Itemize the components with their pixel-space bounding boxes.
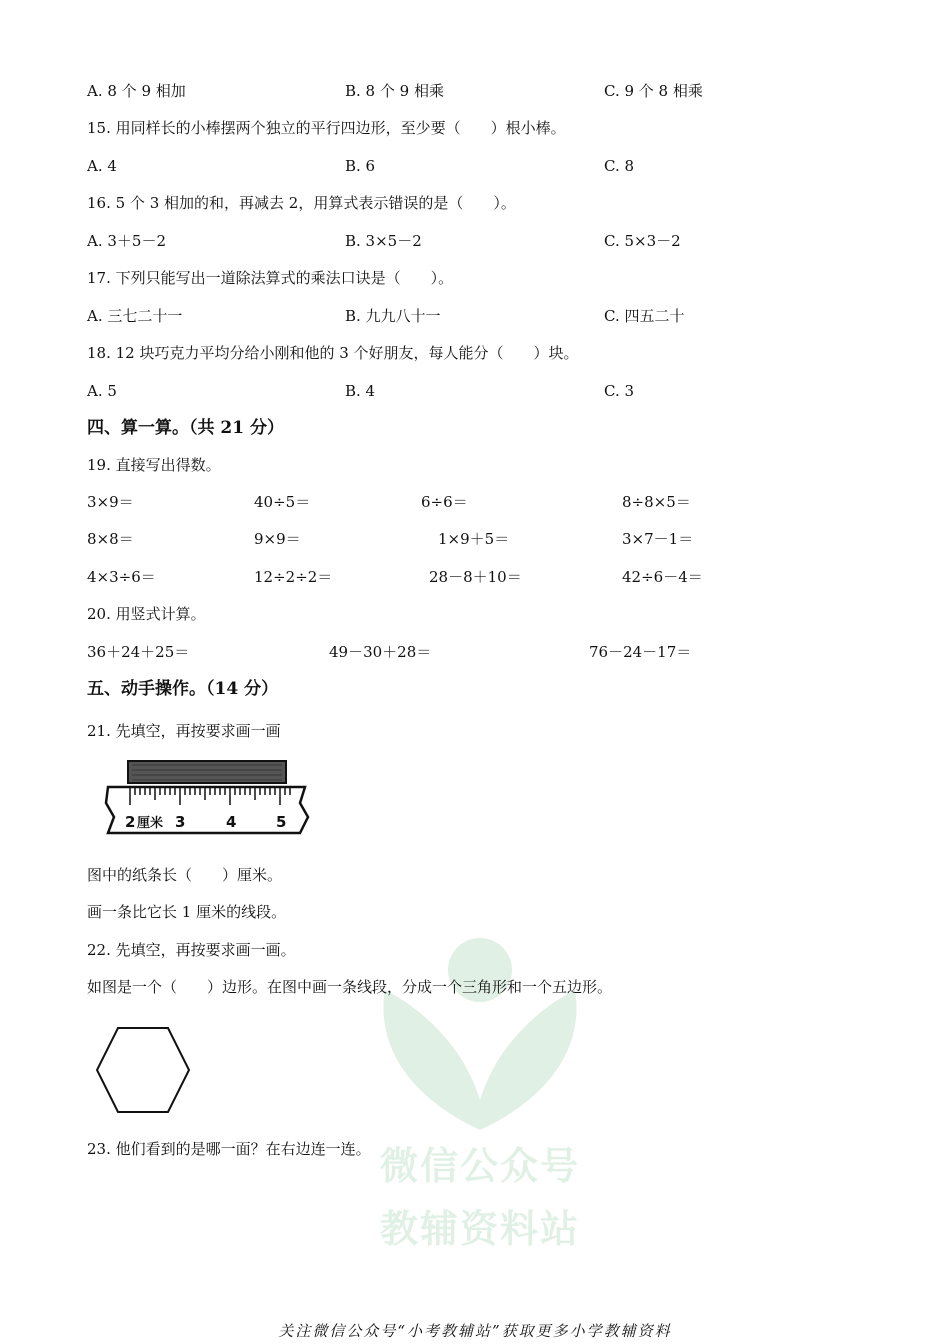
q16-option-b: B. 3×5－2 (345, 232, 422, 250)
footer-promo: 关注微信公众号“小考教辅站”获取更多小学教辅资料 (278, 1322, 672, 1340)
section-4-title: 四、算一算。（共 21 分） (87, 418, 284, 438)
q19-item: 8×8＝ (87, 530, 134, 548)
q17-stem: 17. 下列只能写出一道除法算式的乘法口诀是（ ）。 (87, 269, 454, 287)
q15-stem: 15. 用同样长的小棒摆两个独立的平行四边形，至少要（ ）根小棒。 (87, 119, 566, 137)
q15-option-b: B. 6 (345, 157, 376, 175)
q16-options (0, 230, 950, 252)
q20-stem: 20. 用竖式计算。 (87, 605, 206, 623)
q18-stem: 18. 12 块巧克力平均分给小刚和他的 3 个好朋友，每人能分（ ）块。 (87, 344, 579, 362)
q22-text: 如图是一个（ ）边形。在图中画一条线段，分成一个三角形和一个五边形。 (87, 978, 613, 996)
q19-item: 4×3÷6＝ (87, 568, 156, 586)
watermark-line2: 教辅资料站 (379, 1207, 580, 1251)
ruler-label: 3 (175, 813, 186, 831)
q17-option-c: C. 四五二十 (604, 307, 685, 325)
q18-option-c: C. 3 (604, 382, 635, 400)
q18-option-a: A. 5 (87, 382, 117, 400)
q14-option-a: A. 8 个 9 相加 (87, 82, 186, 100)
watermark-line1: 微信公众号 (379, 1144, 580, 1188)
q20-item: 76－24－17＝ (589, 643, 692, 661)
q15-option-a: A. 4 (87, 157, 117, 175)
section-5-title: 五、动手操作。（14 分） (87, 679, 279, 699)
q17-option-b: B. 九九八十一 (345, 307, 441, 325)
q14-option-b: B. 8 个 9 相乘 (345, 82, 444, 100)
q20-item: 36＋24＋25＝ (87, 643, 190, 661)
q18-option-b: B. 4 (345, 382, 376, 400)
q17-options (0, 305, 950, 327)
q19-item: 9×9＝ (254, 530, 301, 548)
q19-item: 3×9＝ (87, 493, 134, 511)
ruler-label: 厘米 (137, 816, 164, 831)
ruler-label: 4 (226, 813, 237, 831)
q20-item: 49－30＋28＝ (329, 643, 432, 661)
hexagon-figure (92, 1024, 194, 1116)
q20-items (0, 641, 950, 663)
q19-row (0, 566, 950, 588)
q23-stem: 23. 他们看到的是哪一面？在右边连一连。 (87, 1140, 371, 1158)
q16-option-a: A. 3＋5－2 (87, 232, 166, 250)
q21-fill: 图中的纸条长（ ）厘米。 (87, 866, 283, 884)
q15-options (0, 155, 950, 177)
q16-option-c: C. 5×3－2 (604, 232, 681, 250)
q19-item: 42÷6－4＝ (622, 568, 703, 586)
q14-option-c: C. 9 个 8 相乘 (604, 82, 703, 100)
q19-item: 12÷2÷2＝ (254, 568, 333, 586)
hexagon-shape (97, 1028, 189, 1112)
q19-item: 1×9＋5＝ (438, 530, 510, 548)
ruler-label: 5 (276, 813, 287, 831)
q18-options (0, 380, 950, 402)
q19-item: 28－8＋10＝ (429, 568, 522, 586)
q19-item: 3×7－1＝ (622, 530, 694, 548)
ruler-figure (100, 755, 315, 845)
q17-option-a: A. 三七二十一 (87, 307, 183, 325)
q19-item: 8÷8×5＝ (622, 493, 691, 511)
q15-option-c: C. 8 (604, 157, 635, 175)
q22-stem: 22. 先填空，再按要求画一画。 (87, 941, 296, 959)
q19-item: 6÷6＝ (421, 493, 468, 511)
q19-stem: 19. 直接写出得数。 (87, 456, 221, 474)
q16-stem: 16. 5 个 3 相加的和，再减去 2，用算式表示错误的是（ ）。 (87, 194, 516, 212)
q19-row (0, 528, 950, 550)
q21-draw: 画一条比它长 1 厘米的线段。 (87, 903, 287, 921)
q21-stem: 21. 先填空，再按要求画一画 (87, 722, 281, 740)
q19-row (0, 491, 950, 513)
ruler-label: 2 (125, 813, 136, 831)
q19-item: 40÷5＝ (254, 493, 311, 511)
q14-options (0, 80, 950, 102)
